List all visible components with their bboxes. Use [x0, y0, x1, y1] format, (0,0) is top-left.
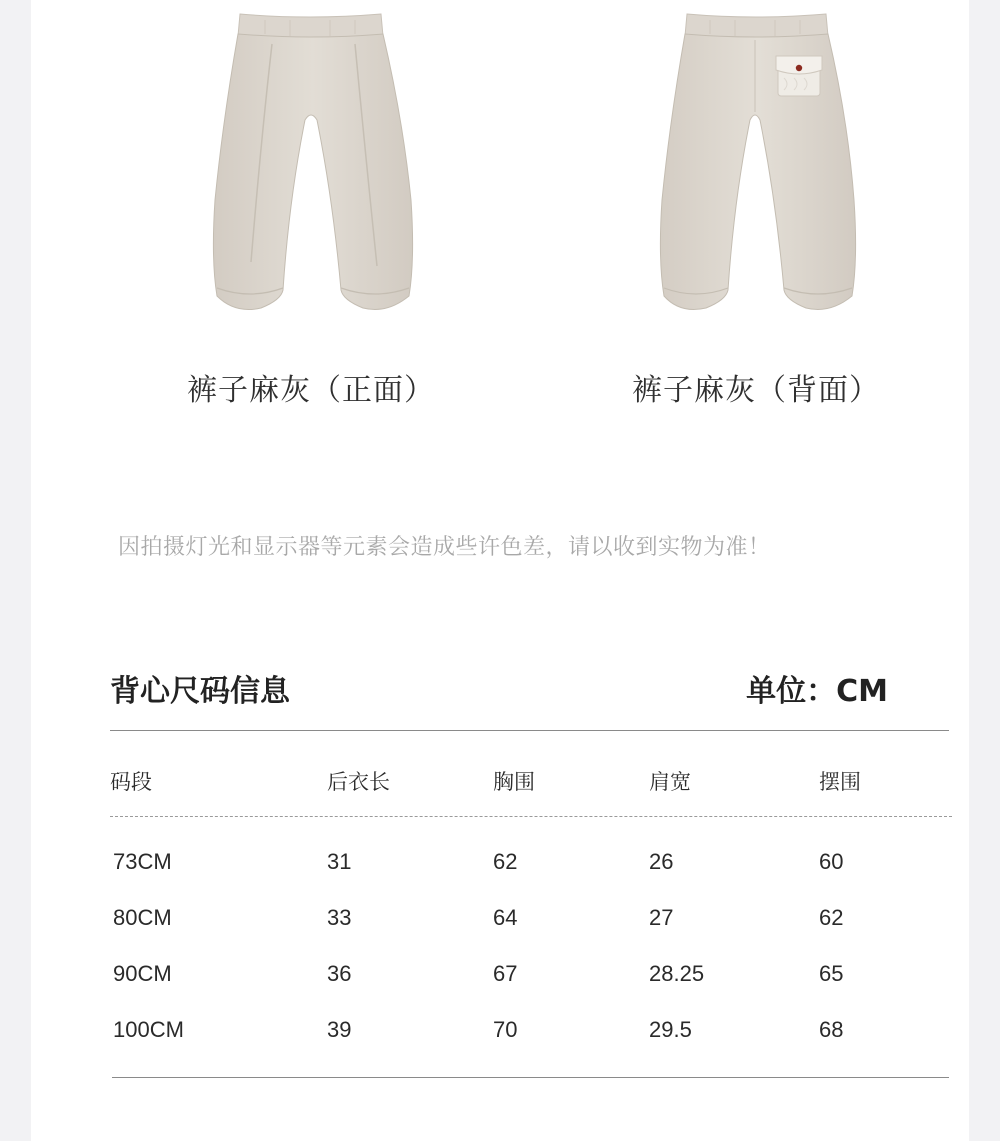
table-cell: 29.5: [649, 1017, 692, 1042]
table-cell: 100CM: [113, 1017, 184, 1042]
table-cell: 36: [327, 961, 352, 986]
table-cell: 90CM: [113, 961, 172, 986]
pants-back-image: [610, 0, 910, 320]
table-cell: 27: [649, 905, 674, 930]
table-cell: 70: [493, 1017, 518, 1042]
color-disclaimer: 因拍摄灯光和显示器等元素会造成些许色差，请以收到实物为准！: [118, 535, 771, 560]
table-cell: 60: [819, 849, 844, 874]
table-cell: 26: [649, 849, 674, 874]
table-cell: 62: [819, 905, 844, 930]
front-caption: 裤子麻灰（正面）: [187, 373, 435, 408]
table-cell: 31: [327, 849, 352, 874]
header-divider: [110, 816, 952, 817]
size-chart-title: 背心尺码信息: [110, 674, 290, 709]
table-cell: 62: [493, 849, 518, 874]
column-header-chest: 胸围: [493, 770, 535, 794]
table-cell: 80CM: [113, 905, 172, 930]
pants-front-image: [165, 0, 465, 320]
table-cell: 65: [819, 961, 844, 986]
table-cell: 67: [493, 961, 518, 986]
table-cell: 68: [819, 1017, 844, 1042]
table-cell: 39: [327, 1017, 352, 1042]
table-cell: 28.25: [649, 961, 705, 986]
table-bottom-rule: [112, 1077, 949, 1078]
table-cell: 64: [493, 905, 518, 930]
table-top-rule: [110, 730, 949, 731]
column-header-hem: 摆围: [819, 770, 861, 794]
table-cell: 33: [327, 905, 352, 930]
product-detail-page: [31, 0, 969, 1141]
back-caption: 裤子麻灰（背面）: [632, 373, 880, 408]
column-header-size: 码段: [110, 770, 152, 794]
table-cell: 73CM: [113, 849, 172, 874]
size-chart-unit: 单位：CM: [746, 674, 888, 709]
column-header-back-length: 后衣长: [327, 770, 390, 794]
column-header-shoulder: 肩宽: [649, 770, 691, 794]
